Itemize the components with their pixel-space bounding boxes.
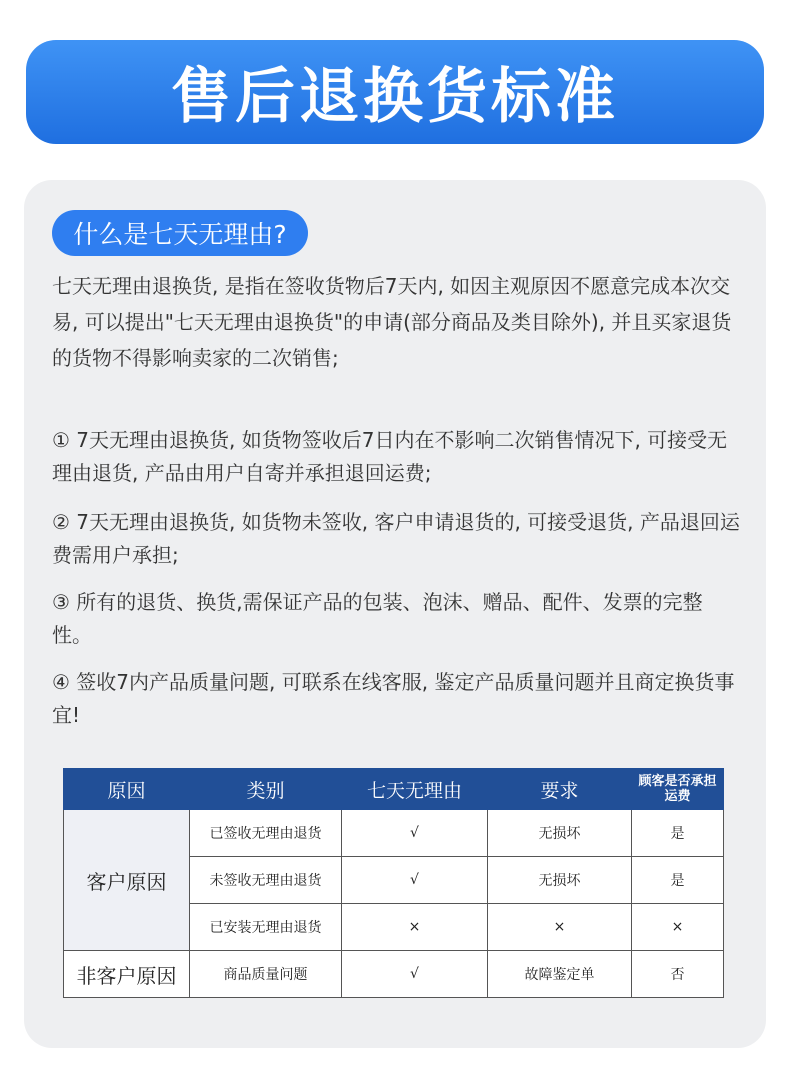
cell-seven-day: × <box>342 904 488 951</box>
rule-1: ① 7天无理由退换货, 如货物签收后7日内在不影响二次销售情况下, 可接受无理由退货, 产品由用户自寄并承担退回运费; <box>52 428 728 485</box>
rule-4: ④ 签收7内产品质量问题, 可联系在线客服, 鉴定产品质量问题并且商定换货事宜! <box>52 670 735 727</box>
cell-category: 已签收无理由退货 <box>190 810 342 857</box>
cell-seven-day: √ <box>342 810 488 857</box>
cell-category: 商品质量问题 <box>190 951 342 998</box>
rule-2: ② 7天无理由退换货, 如货物未签收, 客户申请退货的, 可接受退货, 产品退回运费需用户承担; <box>52 510 740 567</box>
return-policy-table <box>63 768 723 986</box>
cell-shipping: 是 <box>632 857 724 904</box>
cell-requirement: × <box>488 904 632 951</box>
table-row <box>64 810 724 857</box>
header-reason: 原因 <box>64 769 190 810</box>
cell-requirement: 故障鉴定单 <box>488 951 632 998</box>
cell-seven-day: √ <box>342 951 488 998</box>
cell-requirement: 无损坏 <box>488 857 632 904</box>
group-customer-reason: 客户原因 <box>64 810 190 951</box>
rule-3: ③ 所有的退货、换货,需保证产品的包装、泡沫、赠品、配件、发票的完整性。 <box>52 590 703 647</box>
cell-category: 已安装无理由退货 <box>190 904 342 951</box>
table-header-row <box>64 769 724 810</box>
question-pill: 什么是七天无理由? <box>52 210 308 256</box>
table-row <box>64 951 724 998</box>
group-non-customer-reason: 非客户原因 <box>64 951 190 998</box>
page-title: 售后退换货标准 <box>171 62 619 132</box>
title-banner <box>26 40 764 144</box>
header-category: 类别 <box>190 769 342 810</box>
header-seven-day: 七天无理由 <box>342 769 488 810</box>
header-shipping: 顾客是否承担运费 <box>632 769 724 810</box>
intro-paragraph: 七天无理由退换货, 是指在签收货物后7天内, 如因主观原因不愿意完成本次交易, 可以提出"七天无理由退换货"的申请(部分商品及类目除外), 并且买家退货的货物不得影响卖家的二次销售; <box>52 274 732 370</box>
cell-requirement: 无损坏 <box>488 810 632 857</box>
cell-shipping: × <box>632 904 724 951</box>
cell-category: 未签收无理由退货 <box>190 857 342 904</box>
cell-seven-day: √ <box>342 857 488 904</box>
header-requirement: 要求 <box>488 769 632 810</box>
cell-shipping: 是 <box>632 810 724 857</box>
cell-shipping: 否 <box>632 951 724 998</box>
